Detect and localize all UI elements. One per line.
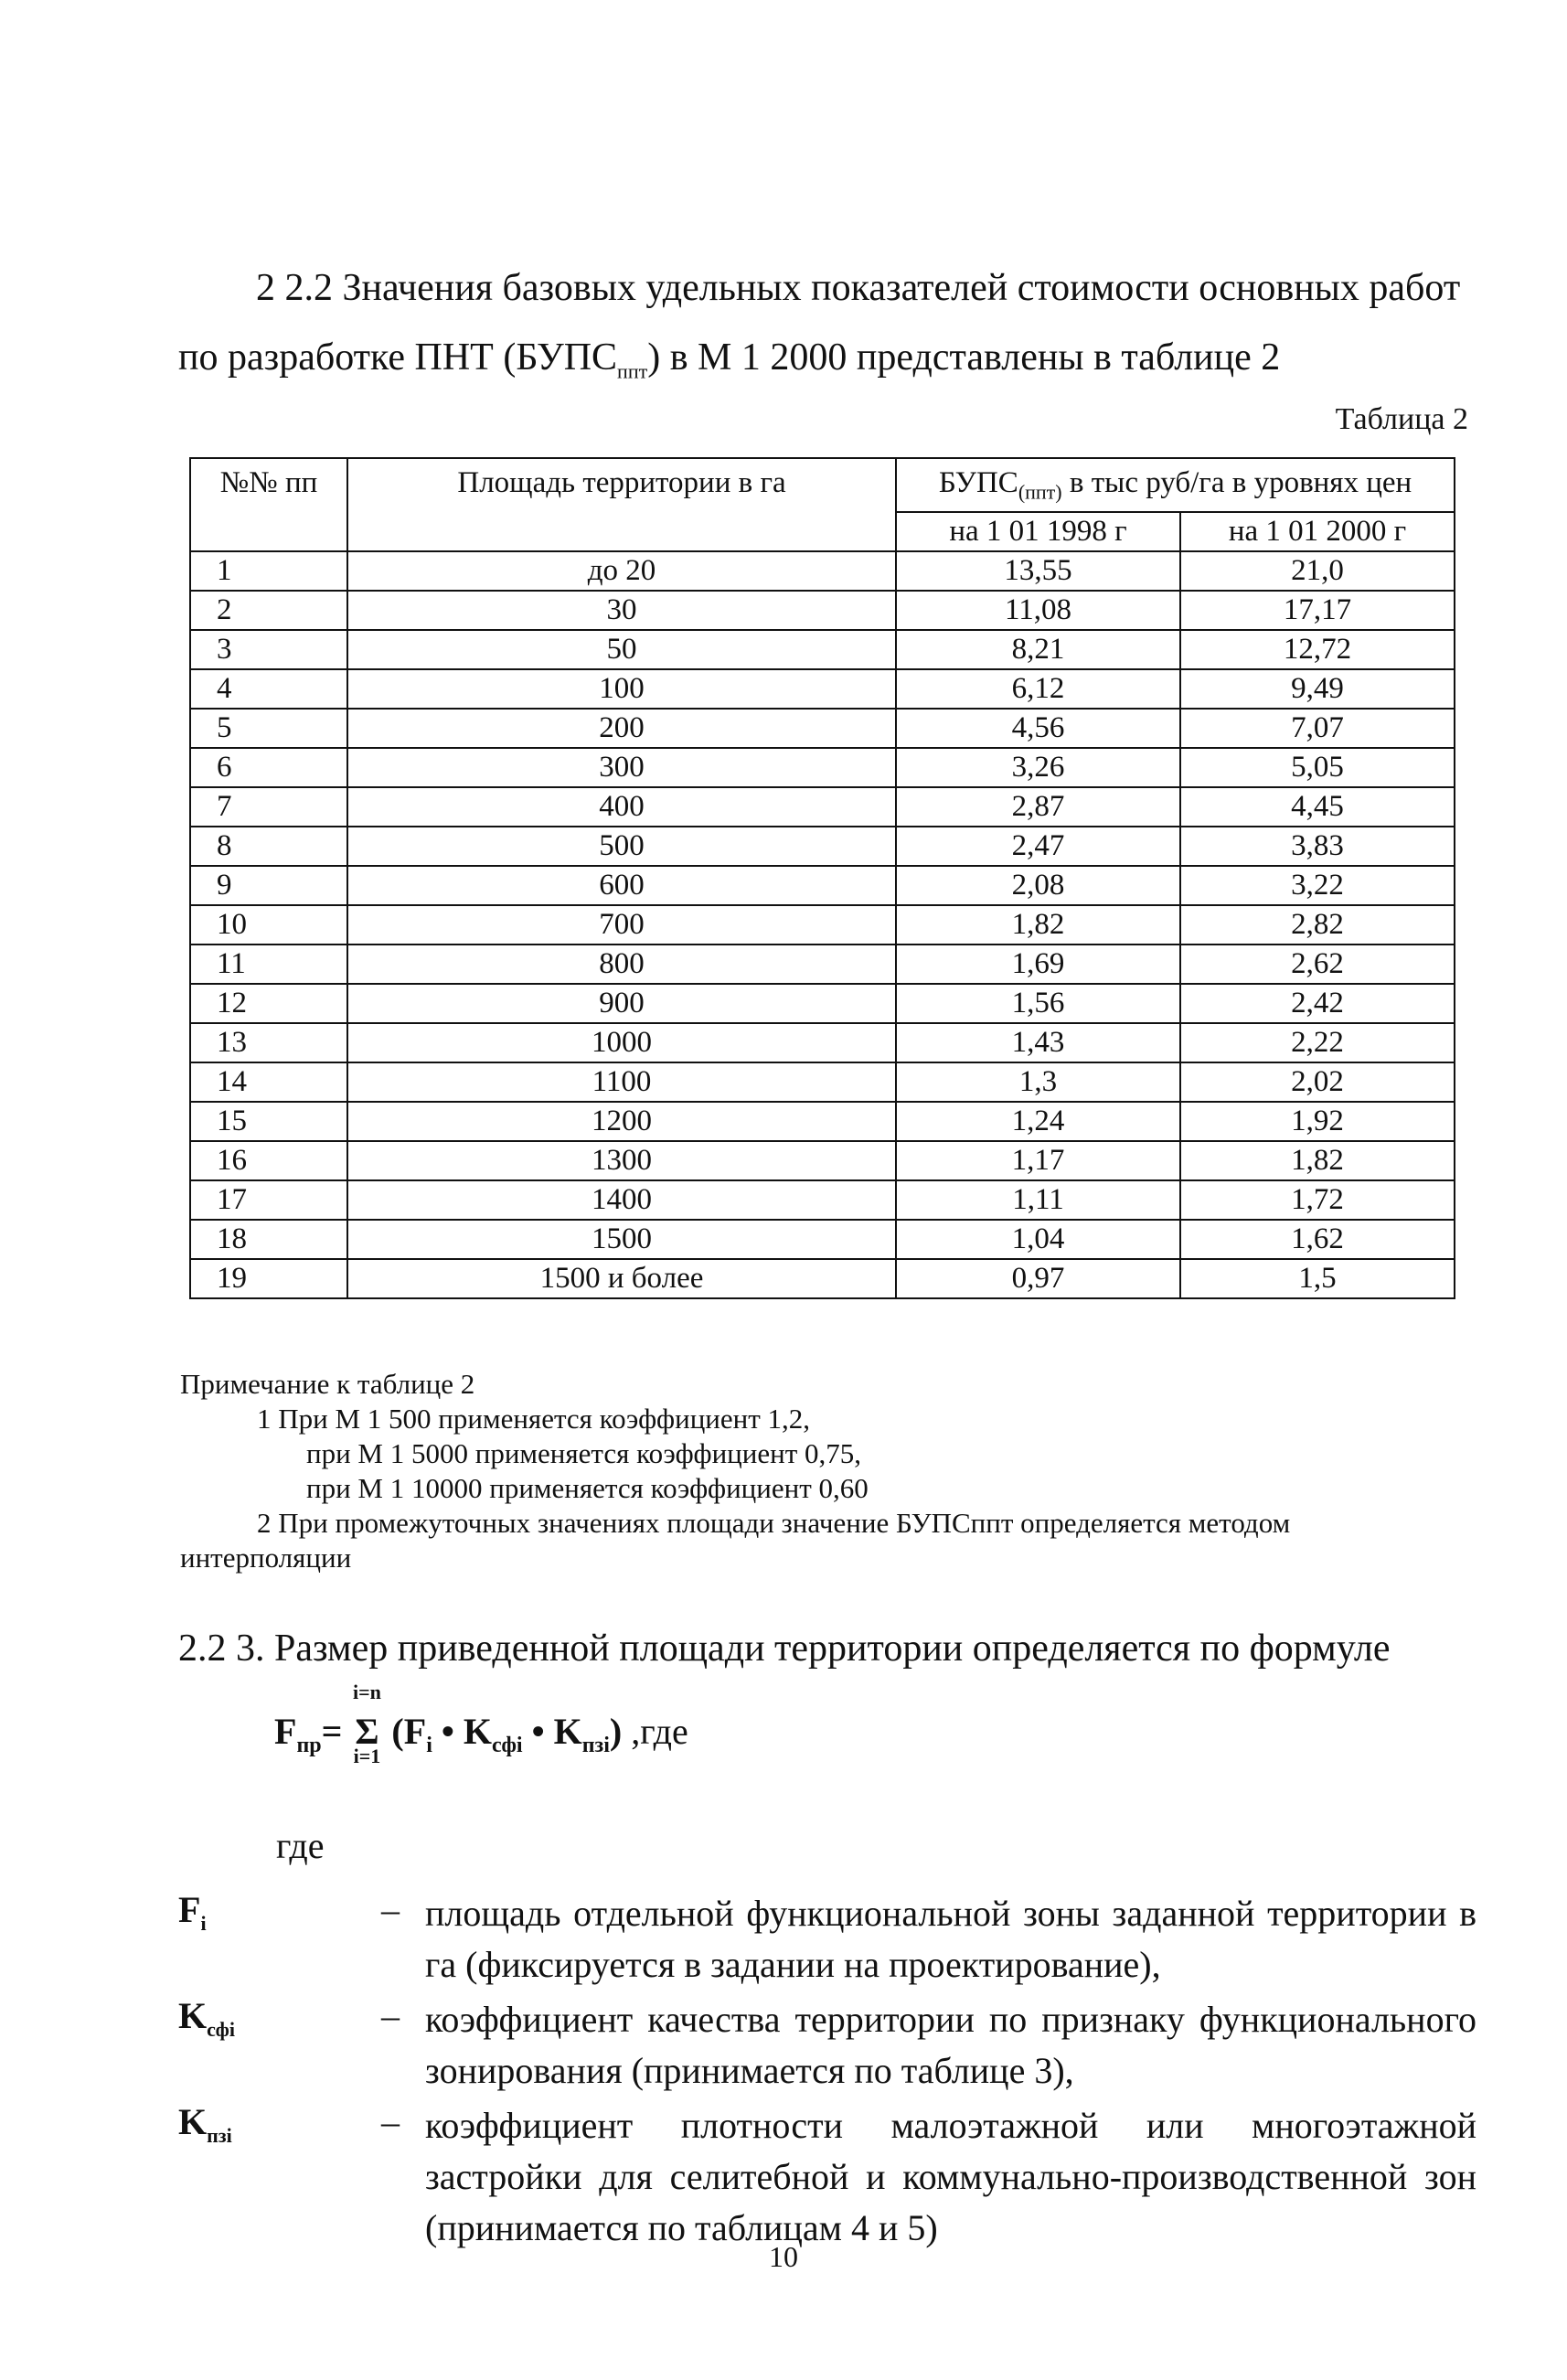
table-row (190, 748, 1455, 787)
cell-area: до 20 (347, 551, 896, 591)
cell-v1998: 2,87 (896, 787, 1180, 827)
cell-num: 15 (190, 1102, 347, 1141)
cell-num: 10 (190, 905, 347, 945)
header-1998: на 1 01 1998 г (896, 512, 1180, 551)
page-number: 10 (769, 2240, 798, 2273)
cell-v2000: 2,22 (1180, 1023, 1455, 1062)
cell-v1998: 1,11 (896, 1180, 1180, 1220)
table-2 (189, 457, 1455, 1299)
table-row (190, 551, 1455, 591)
cell-v2000: 21,0 (1180, 551, 1455, 591)
table-row (190, 591, 1455, 630)
cell-num: 12 (190, 984, 347, 1023)
header-area: Площадь территории в га (347, 458, 896, 551)
cell-num: 18 (190, 1220, 347, 1259)
cell-area: 400 (347, 787, 896, 827)
cell-num: 19 (190, 1259, 347, 1298)
cell-v1998: 2,47 (896, 827, 1180, 866)
header-2000: на 1 01 2000 г (1180, 512, 1455, 551)
cell-v1998: 1,24 (896, 1102, 1180, 1141)
cell-v2000: 2,82 (1180, 905, 1455, 945)
cell-v2000: 2,62 (1180, 945, 1455, 984)
definition-ksfi: $K_{сфi}$ – коэффициент качества территории по признаку функционального зонирования (принимается по таблице 3), (178, 1995, 1476, 2091)
cell-v2000: 3,83 (1180, 827, 1455, 866)
note-1a: 1 При М 1 500 применяется коэффициент 1,2, (257, 1403, 811, 1435)
cell-num: 14 (190, 1062, 347, 1102)
definitions (178, 1888, 1476, 2254)
cell-v1998: 0,97 (896, 1259, 1180, 1298)
formula-fpr: $F_{пр}=$ i=n Σ i=1 ($F_i$ • $K_{сфi}$ • $K_{пзi}$) ,где (274, 1681, 688, 1767)
cell-area: 200 (347, 709, 896, 748)
cell-v2000: 2,42 (1180, 984, 1455, 1023)
cell-area: 1100 (347, 1062, 896, 1102)
table-row (190, 1259, 1455, 1298)
section-222-line1: 2 2.2 Значения базовых удельных показателей стоимости основных работ (256, 267, 1461, 309)
table-caption: Таблица 2 (1335, 402, 1468, 436)
cell-area: 900 (347, 984, 896, 1023)
cell-v2000: 2,02 (1180, 1062, 1455, 1102)
table-row (190, 1023, 1455, 1062)
cell-v2000: 1,92 (1180, 1102, 1455, 1141)
cell-v2000: 12,72 (1180, 630, 1455, 669)
cell-num: 7 (190, 787, 347, 827)
table-row (190, 1180, 1455, 1220)
note-2b: интерполяции (180, 1542, 352, 1574)
table-row (190, 1141, 1455, 1180)
cell-area: 1400 (347, 1180, 896, 1220)
cell-num: 13 (190, 1023, 347, 1062)
cell-num: 5 (190, 709, 347, 748)
table-row (190, 827, 1455, 866)
table-row (190, 945, 1455, 984)
cell-v1998: 13,55 (896, 551, 1180, 591)
cell-v1998: 8,21 (896, 630, 1180, 669)
cell-v1998: 1,04 (896, 1220, 1180, 1259)
cell-area: 50 (347, 630, 896, 669)
table-row (190, 905, 1455, 945)
cell-num: 4 (190, 669, 347, 709)
cell-v2000: 17,17 (1180, 591, 1455, 630)
cell-v1998: 1,3 (896, 1062, 1180, 1102)
cell-num: 16 (190, 1141, 347, 1180)
cell-v1998: 6,12 (896, 669, 1180, 709)
table-row (190, 984, 1455, 1023)
cell-v1998: 4,56 (896, 709, 1180, 748)
cell-v1998: 3,26 (896, 748, 1180, 787)
cell-v1998: 1,82 (896, 905, 1180, 945)
cell-area: 100 (347, 669, 896, 709)
cell-v2000: 1,82 (1180, 1141, 1455, 1180)
table-row (190, 787, 1455, 827)
definition-kpzi: $K_{пзi}$ – коэффициент плотности малоэтажной или многоэтажной застройки для селитебной и коммунально-производственной зон (принимается по таблицам 4 и 5) (178, 2101, 1476, 2248)
note-2a: 2 При промежуточных значениях площади значение БУПСппт определяется методом (257, 1507, 1291, 1539)
cell-num: 9 (190, 866, 347, 905)
table-row (190, 1102, 1455, 1141)
note-1c: при М 1 10000 применяется коэффициент 0,60 (306, 1472, 869, 1504)
table-row (190, 866, 1455, 905)
note-1b: при М 1 5000 применяется коэффициент 0,75, (306, 1437, 861, 1469)
cell-v1998: 2,08 (896, 866, 1180, 905)
cell-v1998: 1,43 (896, 1023, 1180, 1062)
cell-num: 1 (190, 551, 347, 591)
cell-v1998: 11,08 (896, 591, 1180, 630)
cell-v2000: 1,72 (1180, 1180, 1455, 1220)
cell-v2000: 1,62 (1180, 1220, 1455, 1259)
cell-area: 1000 (347, 1023, 896, 1062)
cell-v2000: 4,45 (1180, 787, 1455, 827)
cell-v2000: 9,49 (1180, 669, 1455, 709)
section-222-line2: по разработке ПНТ $(БУПС_{ппт})$ в М 1 2000 представлены в таблице 2 (178, 336, 1281, 383)
cell-v1998: 1,17 (896, 1141, 1180, 1180)
table-row (190, 669, 1455, 709)
cell-num: 6 (190, 748, 347, 787)
note-title: Примечание к таблице 2 (180, 1368, 475, 1400)
cell-area: 300 (347, 748, 896, 787)
gde-label: где (276, 1825, 325, 1866)
table-row (190, 1062, 1455, 1102)
cell-v2000: 5,05 (1180, 748, 1455, 787)
cell-area: 1500 (347, 1220, 896, 1259)
cell-num: 2 (190, 591, 347, 630)
cell-area: 500 (347, 827, 896, 866)
cell-num: 8 (190, 827, 347, 866)
header-num: №№ пп (190, 458, 347, 551)
cell-v2000: 1,5 (1180, 1259, 1455, 1298)
cell-num: 11 (190, 945, 347, 984)
cell-area: 800 (347, 945, 896, 984)
cell-area: 1500 и более (347, 1259, 896, 1298)
table-notes (180, 1367, 1478, 1575)
cell-area: 600 (347, 866, 896, 905)
cell-area: 30 (347, 591, 896, 630)
cell-area: 700 (347, 905, 896, 945)
cell-v1998: 1,69 (896, 945, 1180, 984)
table-row (190, 1220, 1455, 1259)
table-row (190, 709, 1455, 748)
sigma-symbol: i=n Σ i=1 (352, 1681, 381, 1767)
cell-num: 17 (190, 1180, 347, 1220)
cell-v1998: 1,56 (896, 984, 1180, 1023)
header-bups: $БУПС_{(ппт)}$ в тыс руб/га в уровнях цен (896, 458, 1455, 512)
cell-num: 3 (190, 630, 347, 669)
cell-area: 1300 (347, 1141, 896, 1180)
cell-v2000: 3,22 (1180, 866, 1455, 905)
cell-area: 1200 (347, 1102, 896, 1141)
cell-v2000: 7,07 (1180, 709, 1455, 748)
section-223: 2.2 3. Размер приведенной площади территории определяется по формуле (178, 1628, 1391, 1670)
definition-fi: $F_i$ – площадь отдельной функциональной зоны заданной территории в га (фиксируется в задании на проектирование), (178, 1889, 1476, 1985)
table-row (190, 630, 1455, 669)
